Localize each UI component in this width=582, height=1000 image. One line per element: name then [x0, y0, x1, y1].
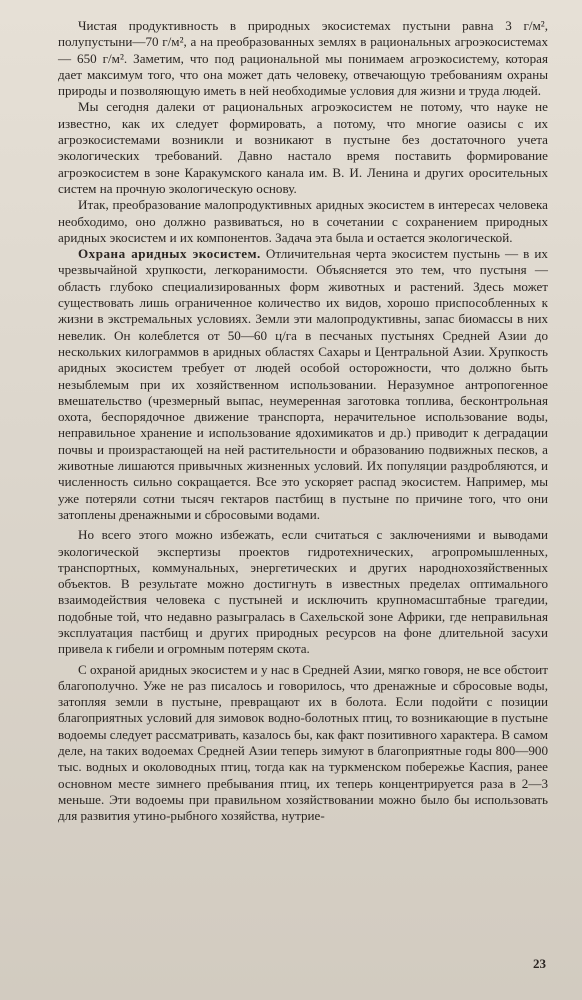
- paragraph-productivity: Чистая продуктивность в природных экосистемах пустыни равна 3 г/м², полупустыни—70 г/м², а на преобразованных землях в рациональных агроэкосистемах — 650 г/м². Заметим, что под рациональной мы понимаем агроэкосистему, которая дает максимум того, что она может дать человеку, отвечающую требованиям охраны природы и позволяющую иметь в ней необходимые условия для жизни и труда людей.: [58, 18, 548, 99]
- paragraph-central-asia: С охраной аридных экосистем и у нас в Средней Азии, мягко говоря, не все обстоит благополучно. Уже не раз писалось и говорилось, что дренажные и сбросовые воды, затопляя земли в пустыне, превращают их в болота. Если подойти с позиции благоприятных условий для зимовок водно-болотных птиц, то возникающие в пустыне водоемы следует рассматривать, казалось бы, как факт позитивного характера. В самом деле, на таких водоемах Средней Азии теперь зимуют в благоприятные годы 800—900 тыс. водных и околоводных птиц, тогда как на туркменском побережье Каспия, ранее основном месте зимнего пребывания птиц, их теперь концентрируется раза в 2—3 меньше. Эти водоемы при правильном хозяйствовании можно было бы использовать для развития утино-рыбного хозяйства, нутрие-: [58, 661, 548, 824]
- paragraph-agroecosystems: Мы сегодня далеки от рациональных агроэкосистем не потому, что науке не известно, как их следует формировать, а потому, что многие оазисы с их агроэкосистемами возникли и возникают в пустыне без достаточного учета экологических требований. Давно настало время поставить формирование агроэкосистем в зоне Каракумского канала им. В. И. Ленина и других оросительных систем на прочную экологическую основу.: [58, 99, 548, 196]
- paragraph-expertise: Но всего этого можно избежать, если считаться с заключениями и выводами экологической экспертизы проектов гидротехнических, агропромышленных, транспортных, коммунальных, энергетических и других народнохозяйственных объектов. В результате можно достигнуть в известных пределах оптимального взаимодействия человека с пустыней и исключить крупномасштабные трагедии, подобные той, что недавно разыгралась в Сахельской зоне Африки, где неправильная эксплуатация пастбищ и других природных ресурсов на фоне длительной засухи привела к гибели и огромным потерям скота.: [58, 527, 548, 657]
- section-text: Отличительная черта экосистем пустынь — в их чрезвычайной хрупкости, легкоранимости. Объясняется это тем, что пустыня — область глубоко специализированных форм животных и растений. Здесь может существовать лишь ограниченное количество их видов, хорошо приспособленных к жизни в экстремальных условиях. Земли эти малопродуктивны, запас биомассы в них невелик. Он колеблется от 50—60 ц/га в песчаных пустынях Средней Азии до нескольких килограммов в аридных областях Сахары и Центральной Азии. Хрупкость аридных экосистем требует от людей особой осторожности, что должно быть незыблемым при их хозяйственном использовании. Неразумное антропогенное вмешательство (чрезмерный выпас, неумеренная заготовка топлива, бесконтрольная охота, беспорядочное движение транспорта, нерачительное использование воды, неправильное хранение и использование ядохимикатов и др.) приводит к деградации почвы и произрастающей на ней растительности и образованию подвижных песков, а животные лишаются привычных жизненных условий. Их популяции раздробляются, и численность сильно сокращается. Все это ускоряет распад экосистем. Например, мы уже потеряли сотни тысяч гектаров пастбищ в пустыне по причине того, что они затоплены дренажными и сбросовыми водами.: [58, 246, 548, 522]
- section-heading: Охрана аридных экосистем.: [78, 246, 261, 262]
- paragraph-conclusion: Итак, преобразование малопродуктивных аридных экосистем в интересах человека необходимо, оно должно развиваться, но в сочетании с сохранением природных аридных экосистем и их компонентов. Задача эта была и остается экологической.: [58, 197, 548, 245]
- page-number: 23: [533, 956, 546, 971]
- section-arid-protection: [58, 246, 548, 523]
